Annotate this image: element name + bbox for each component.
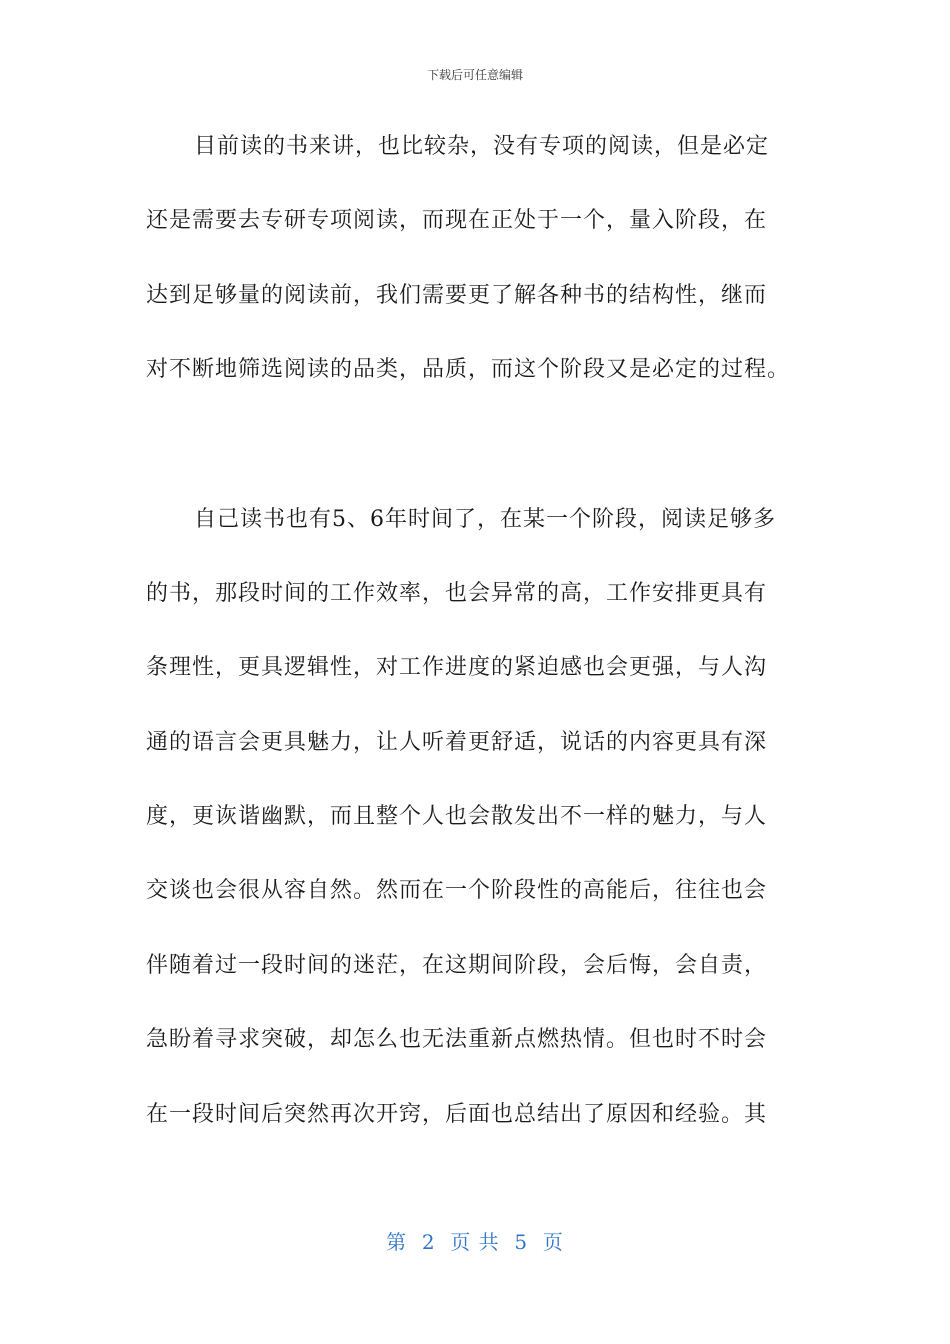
paragraph-2-line-7: 伴随着过一段时间的迷茫，在这期间阶段，会后悔，会自责， [146, 953, 768, 978]
paragraph-2-line-2: 的书，那段时间的工作效率，也会异常的高，工作安排更具有 [146, 581, 768, 606]
paragraph-2-line-3: 条理性，更具逻辑性，对工作进度的紧迫感也会更强，与人沟 [146, 655, 768, 680]
paragraph-2-line-8: 急盼着寻求突破，却怎么也无法重新点燃热情。但也时不时会 [146, 1027, 768, 1052]
paragraph-2-line-5: 度，更诙谐幽默，而且整个人也会散发出不一样的魅力，与人 [146, 804, 768, 829]
page-number-footer [0, 1226, 950, 1255]
header-note: 下载后可任意编辑 [426, 68, 523, 82]
paragraph-2-line-9: 在一段时间后突然再次开窍，后面也总结出了原因和经验。其 [146, 1102, 768, 1127]
paragraph-1-line-3: 达到足够量的阅读前，我们需要更了解各种书的结构性，继而 [146, 283, 768, 308]
paragraph-2-line-6: 交谈也会很从容自然。然而在一个阶段性的高能后，往往也会 [146, 878, 768, 903]
page-number-label: 第 2 页 共 5 页 [386, 1230, 564, 1254]
paragraph-2-line-4: 通的语言会更具魅力，让人听着更舒适，说话的内容更具有深 [146, 730, 768, 755]
paragraph-1-line-4: 对不断地筛选阅读的品类，品质，而这个阶段又是必定的过程。 [146, 357, 791, 382]
paragraph-1-line-1: 目前读的书来讲，也比较杂，没有专项的阅读，但是必定 [194, 134, 770, 159]
paragraph-2-line-1: 自己读书也有5、6年时间了，在某一个阶段，阅读足够多 [194, 507, 776, 532]
paragraph-1-line-2: 还是需要去专研专项阅读，而现在正处于一个，量入阶段，在 [146, 208, 768, 233]
